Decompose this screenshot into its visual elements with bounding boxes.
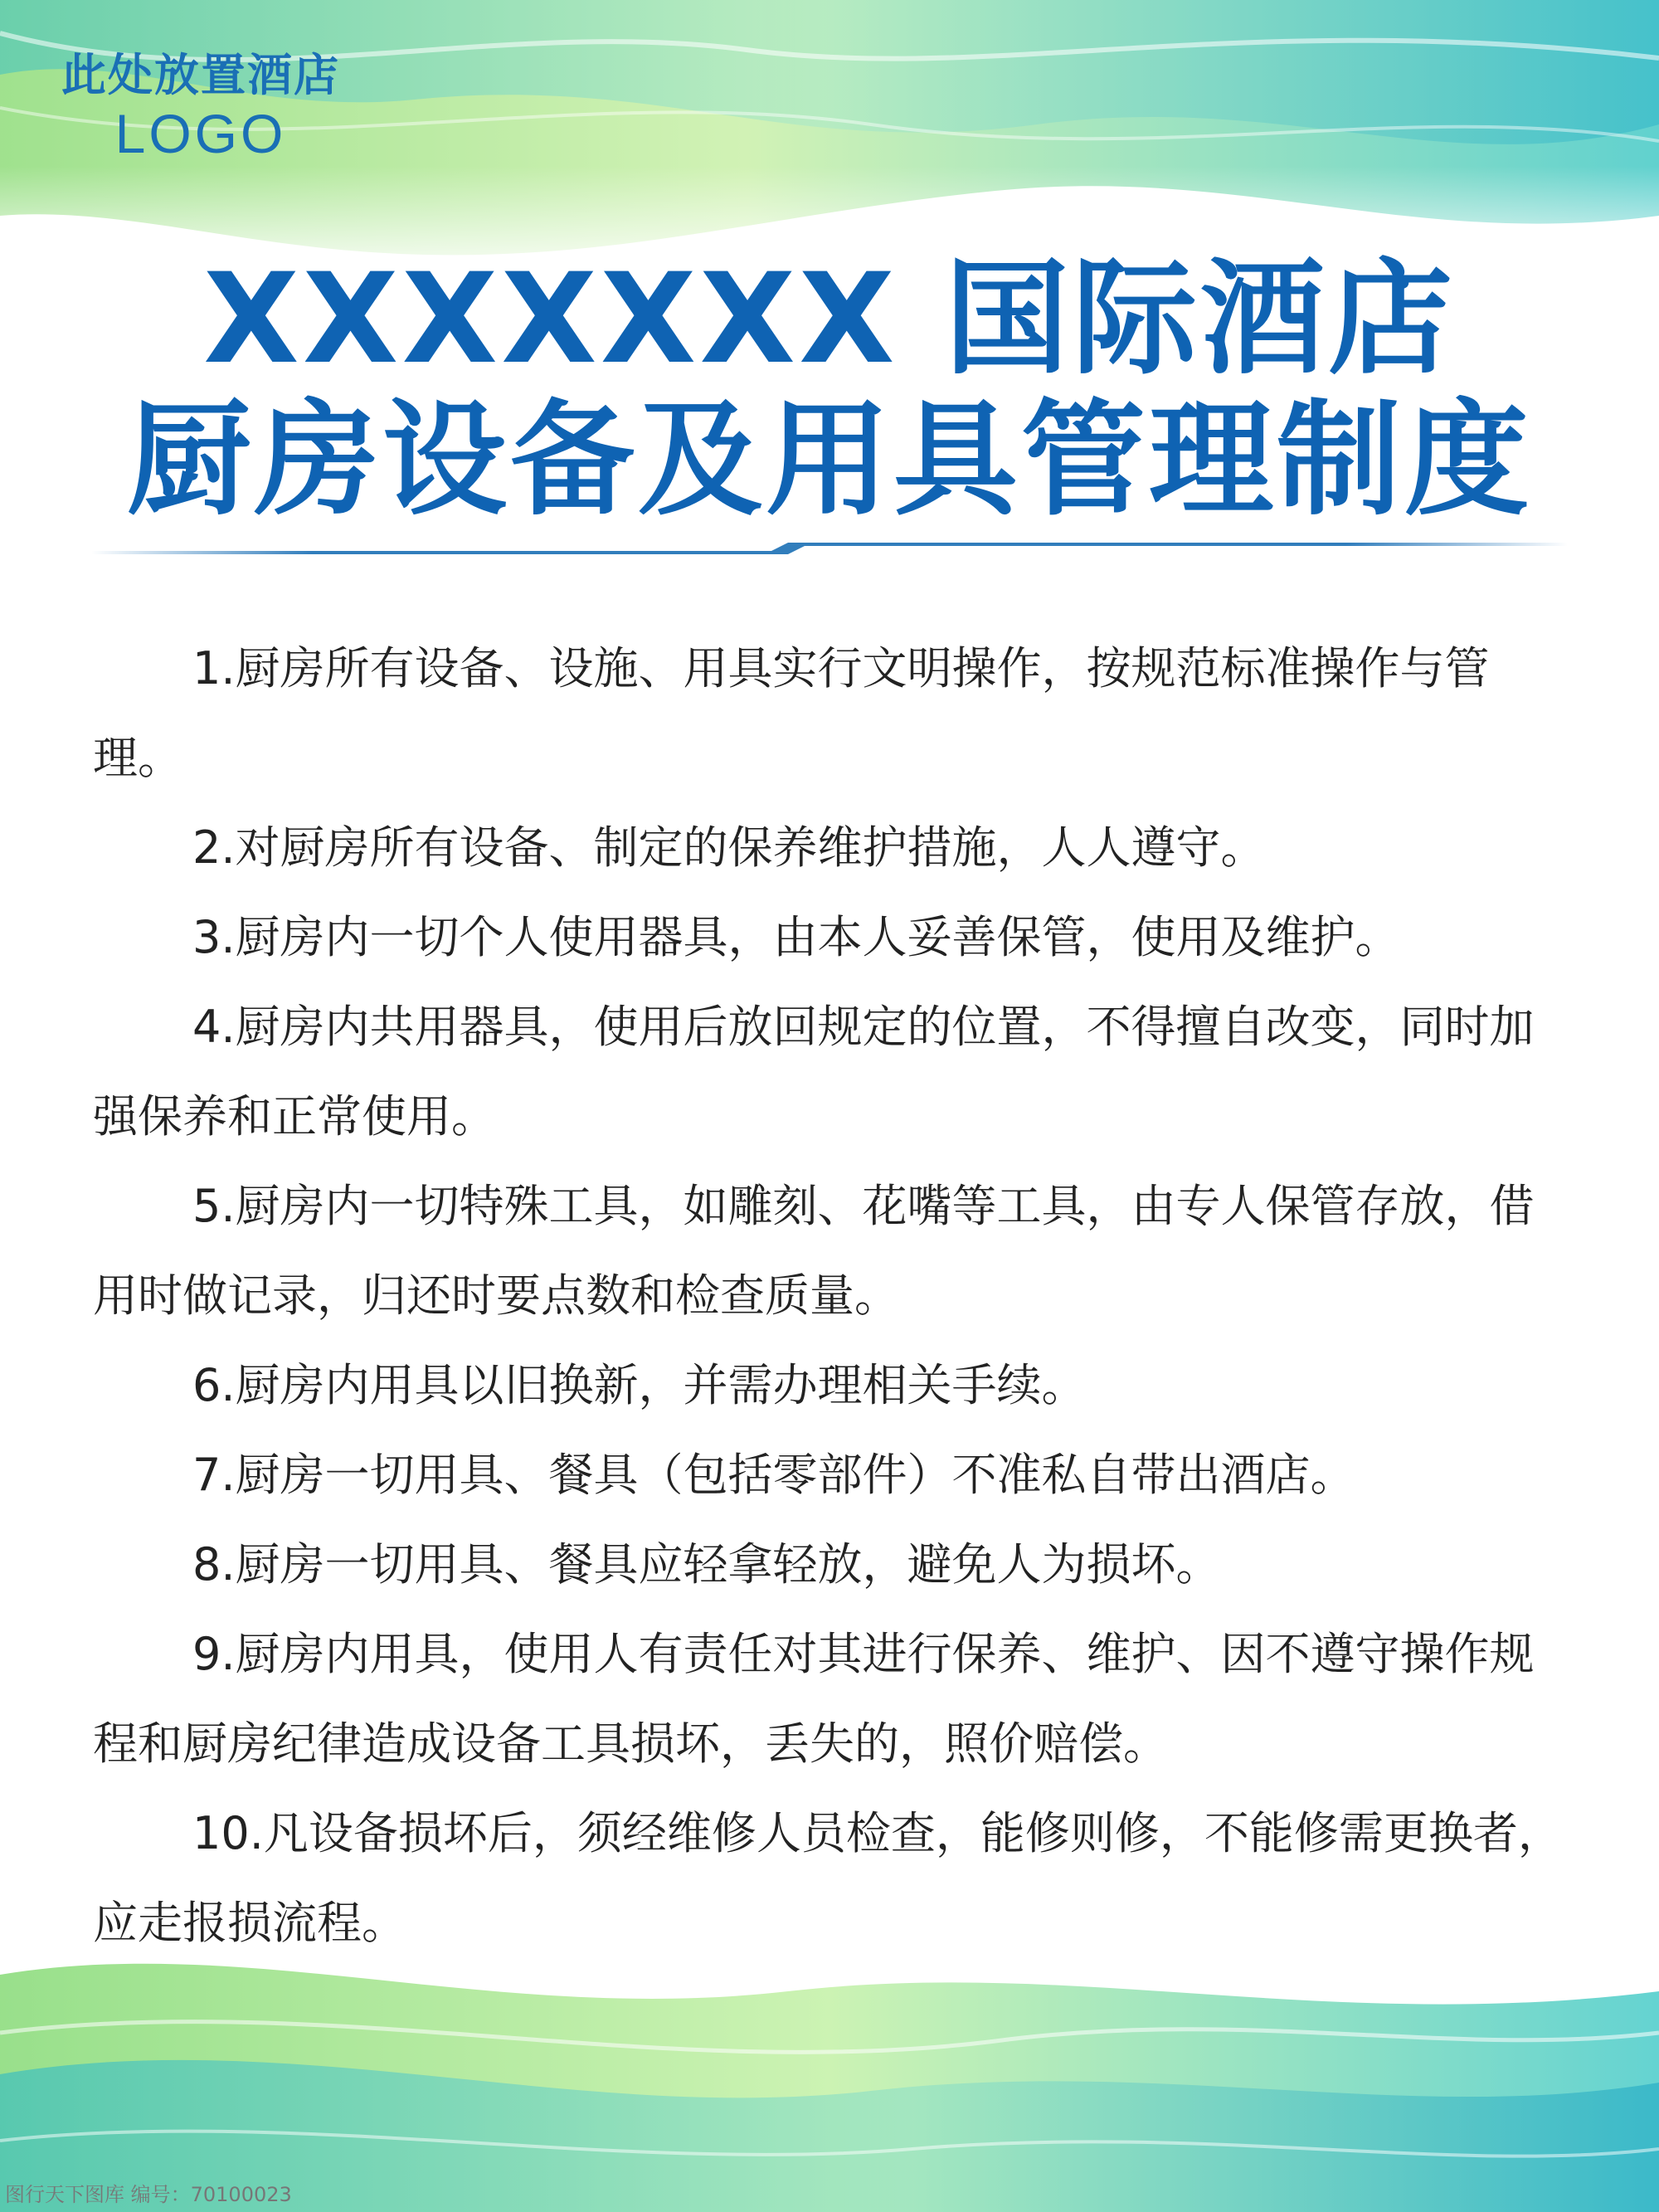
title-hotel-name: XXXXXXX 国际酒店 [203,247,1456,392]
logo-text: LOGO [114,103,287,164]
watermark-text: 图行天下图库 编号：70100023 [5,2183,292,2206]
rule-item: 8.厨房一切用具、餐具应轻拿轻放，避免人为损坏。 [192,1538,1221,1591]
logo-placeholder [43,48,358,164]
rule-item: 7.厨房一切用具、餐具（包括零部件）不准私自带出酒店。 [192,1449,1355,1501]
rule-item: 4.厨房内共用器具，使用后放回规定的位置，不得擅自改变，同时加强保养和正常使用。 [93,1001,1535,1143]
logo-caption: 此处放置酒店 [61,49,340,101]
rule-item: 5.厨房内一切特殊工具，如雕刻、花嘴等工具，由专人保管存放，借用时做记录，归还时要点数和检查质量。 [93,1180,1535,1322]
rule-item: 9.厨房内用具，使用人有责任对其进行保养、维护、因不遵守操作规程和厨房纪律造成设备工具损坏，丢失的，照价赔偿。 [93,1628,1535,1770]
rule-item: 10.凡设备损坏后，须经维修人员检查，能修则修，不能修需更换者，应走报损流程。 [93,1807,1563,1949]
rule-item: 2.对厨房所有设备、制定的保养维护措施，人人遵守。 [192,821,1266,874]
rule-item: 1.厨房所有设备、设施、用具实行文明操作，按规范标准操作与管理。 [93,642,1490,784]
rules-list [93,624,1574,1968]
page-title [0,249,1659,531]
rule-item: 3.厨房内一切个人使用器具，由本人妥善保管，使用及维护。 [192,911,1400,963]
title-divider [91,543,1568,554]
rule-item: 6.厨房内用具以旧换新，并需办理相关手续。 [192,1359,1087,1411]
title-policy-name: 厨房设备及用具管理制度 [126,388,1532,533]
